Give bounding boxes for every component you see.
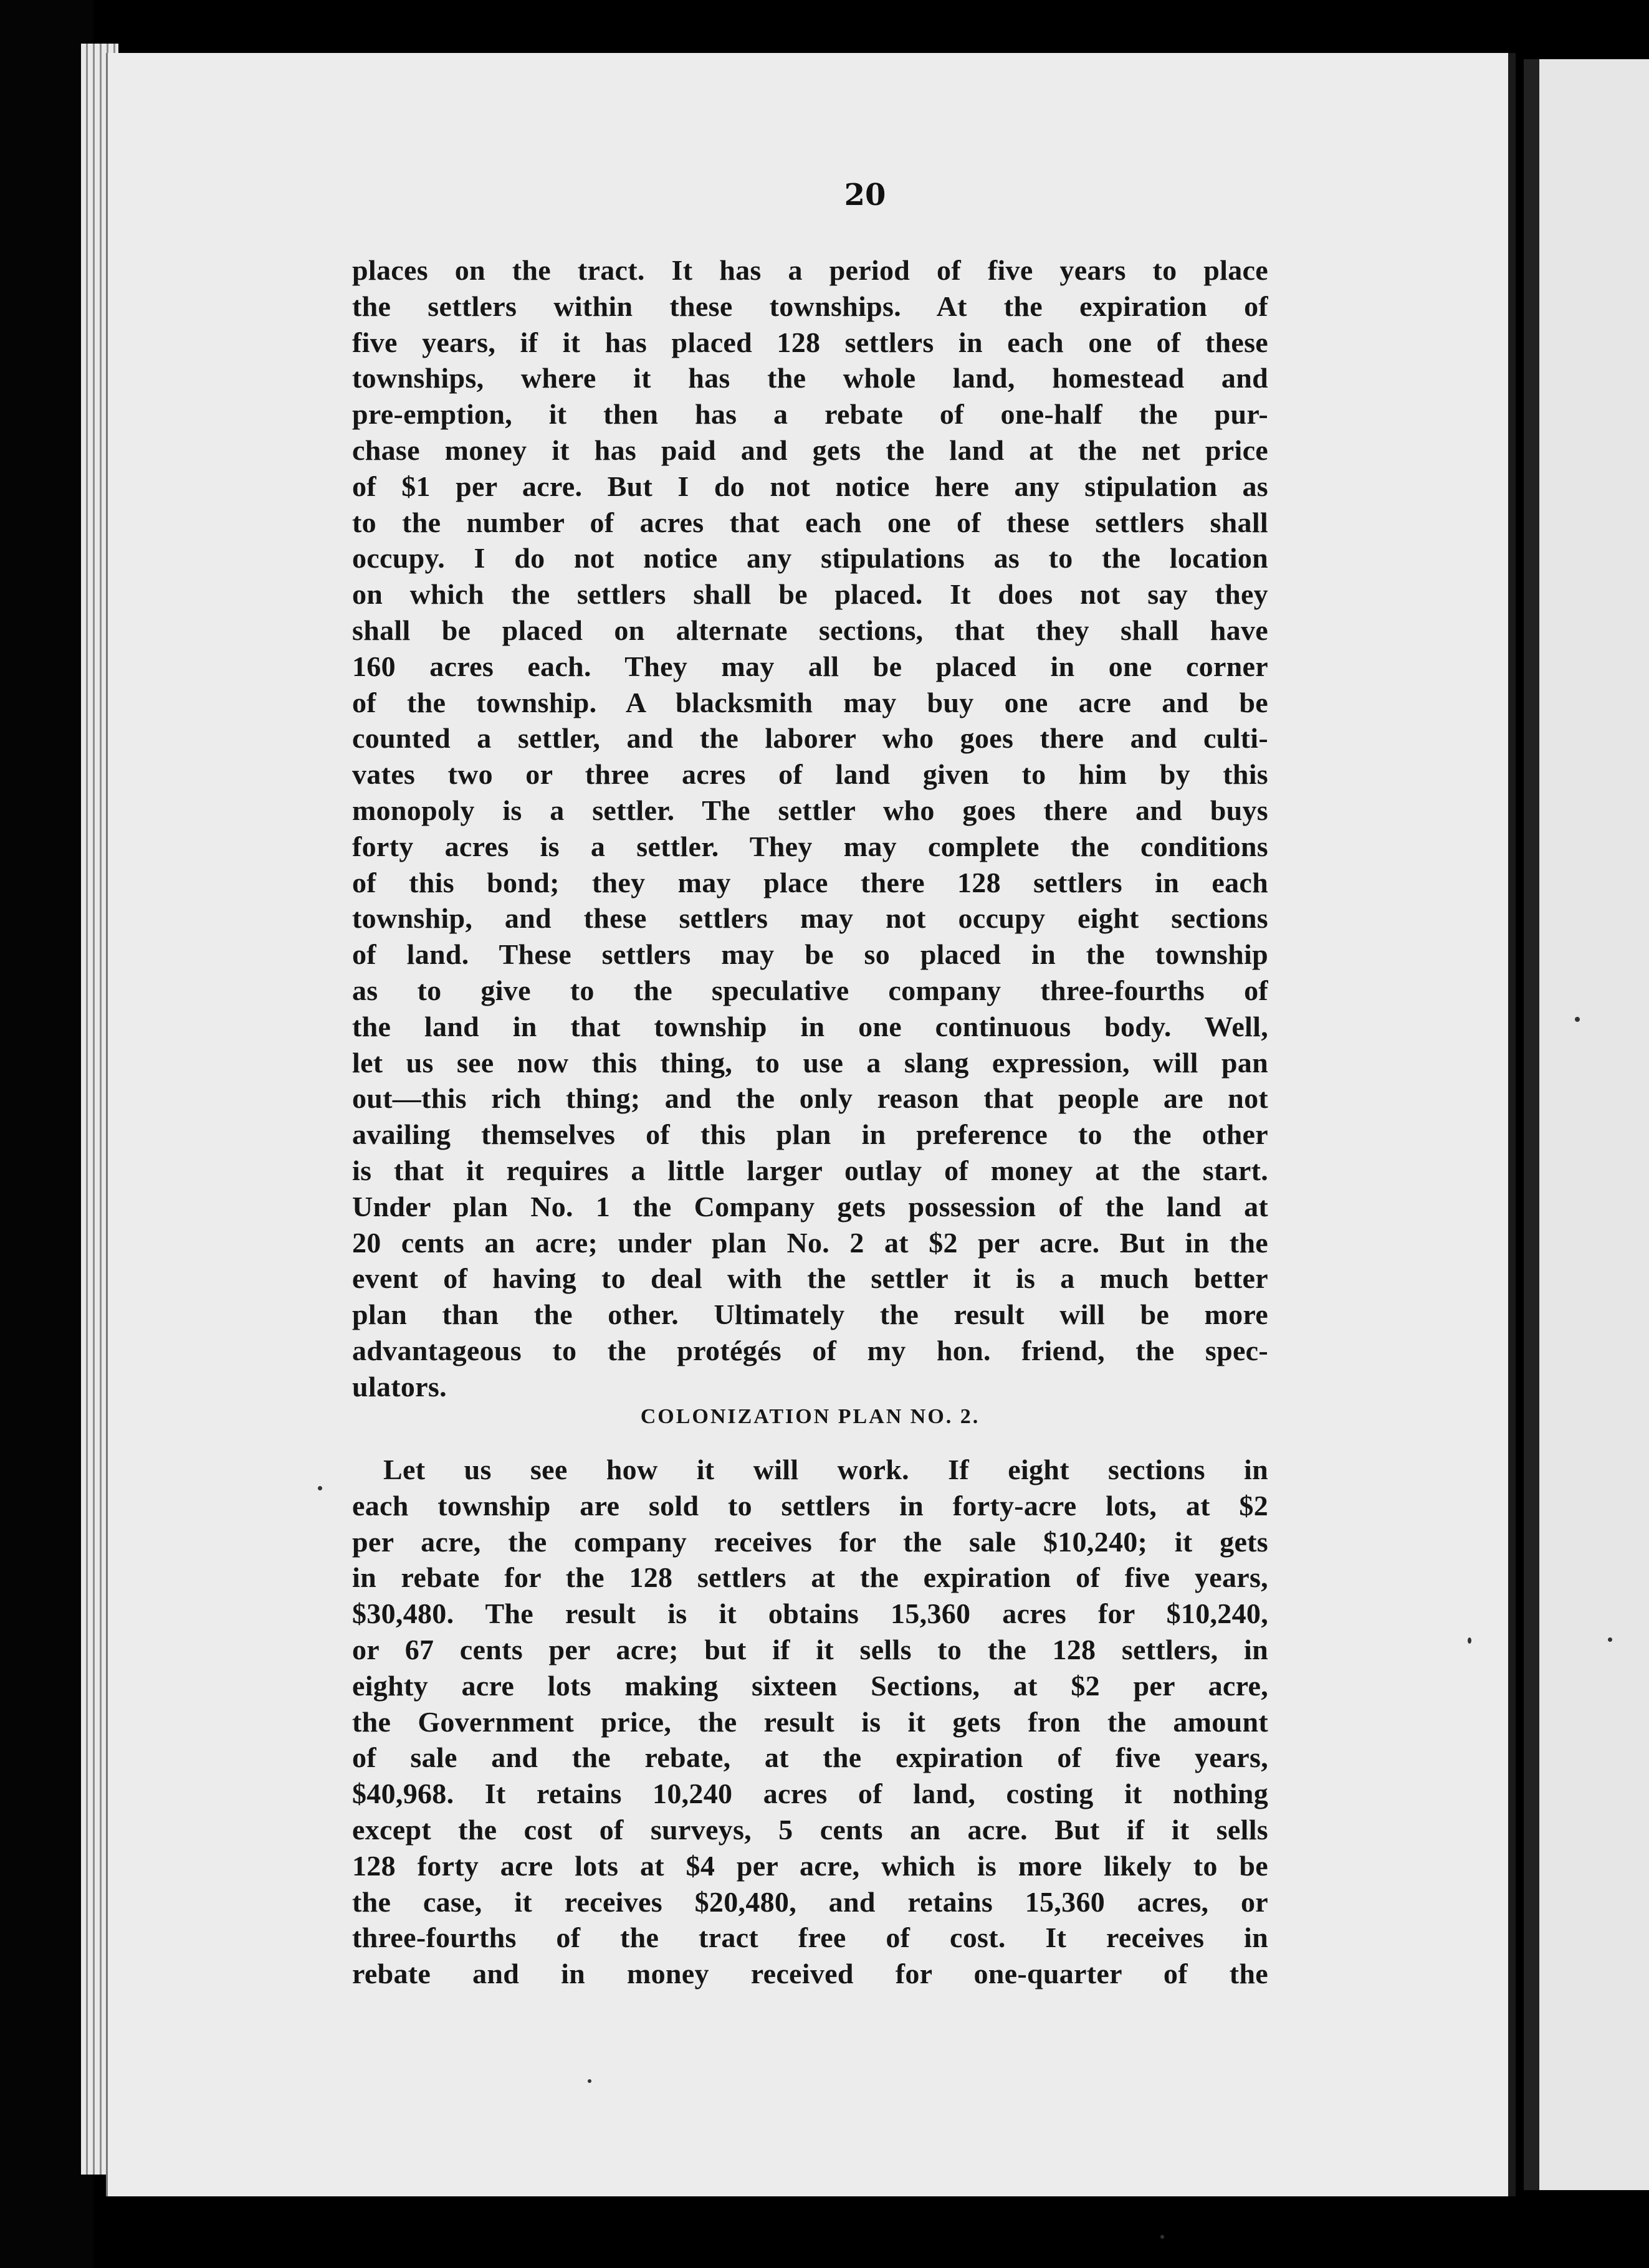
- text-line: in rebate for the 128 settlers at the expiration of five years,: [352, 1561, 1268, 1594]
- scan-speck: [1160, 2235, 1164, 2239]
- text-line: on which the settlers shall be placed. It does not say they: [352, 578, 1268, 611]
- text-line: of $1 per acre. But I do not notice here any stipulation as: [352, 470, 1268, 502]
- text-line: pre-emption, it then has a rebate of one-half the pur-: [352, 398, 1268, 431]
- scan-speck: [1608, 1637, 1612, 1642]
- text-line: the land in that township in one continuous body. Well,: [352, 1010, 1268, 1042]
- text-line: as to give to the speculative company three-fourths of: [352, 974, 1268, 1006]
- text-line: the case, it receives $20,480, and retains 15,360 acres, or: [352, 1885, 1268, 1918]
- scan-speck: [1575, 1017, 1580, 1022]
- scan-speck: [1468, 1637, 1471, 1644]
- text-line: township, and these settlers may not occupy eight sections: [352, 902, 1268, 935]
- text-line: Under plan No. 1 the Company gets possession of the land at: [352, 1190, 1268, 1222]
- text-line: 128 forty acre lots at $4 per acre, which is more likely to be: [352, 1849, 1268, 1882]
- text-line: let us see now this thing, to use a slang expression, will pan: [352, 1046, 1268, 1079]
- page-gutter-shadow: [1508, 53, 1516, 2196]
- facing-page-edge: [1524, 59, 1539, 2190]
- text-line: five years, if it has placed 128 settlers in each one of these: [352, 326, 1268, 358]
- text-line: ulators.: [352, 1370, 447, 1403]
- text-line: places on the tract. It has a period of five years to place: [352, 254, 1268, 286]
- page-number: 20: [844, 178, 886, 212]
- text-line: three-fourths of the tract free of cost. It receives in: [352, 1922, 1268, 1954]
- scan-left-shadow: [0, 0, 93, 2268]
- text-line: townships, where it has the whole land, homestead and: [352, 362, 1268, 394]
- text-line: or 67 cents per acre; but if it sells to the 128 settlers, in: [352, 1633, 1268, 1665]
- text-line: forty acres is a settler. They may complete the conditions: [352, 830, 1268, 862]
- text-line: is that it requires a little larger outlay of money at the start.: [352, 1154, 1268, 1186]
- text-line: rebate and in money received for one-quarter of the: [352, 1958, 1268, 1990]
- text-line: advantageous to the protégés of my hon. friend, the spec-: [352, 1334, 1268, 1366]
- text-line: vates two or three acres of land given to him by this: [352, 758, 1268, 791]
- body-paragraph-2: [352, 1452, 1268, 1992]
- text-line: of sale and the rebate, at the expiration of five years,: [352, 1742, 1268, 1774]
- scan-speck: [318, 1486, 322, 1490]
- text-line: 20 cents an acre; under plan No. 2 at $2 per acre. But in the: [352, 1226, 1268, 1259]
- text-line: the Government price, the result is it gets fron the amount: [352, 1705, 1268, 1738]
- text-line: 160 acres each. They may all be placed in one corner: [352, 650, 1268, 682]
- text-line: $30,480. The result is it obtains 15,360 acres for $10,240,: [352, 1598, 1268, 1630]
- section-heading: COLONIZATION PLAN NO. 2.: [640, 1405, 980, 1428]
- text-line: eighty acre lots making sixteen Sections, at $2 per acre,: [352, 1669, 1268, 1702]
- text-line: occupy. I do not notice any stipulations as to the location: [352, 542, 1268, 574]
- text-line: Let us see how it will work. If eight sections in: [383, 1454, 1268, 1485]
- text-line: each township are sold to settlers in forty-acre lots, at $2: [352, 1489, 1268, 1522]
- text-line: plan than the other. Ultimately the result will be more: [352, 1298, 1268, 1331]
- text-line: out—this rich thing; and the only reason that people are not: [352, 1082, 1268, 1115]
- text-line: of the township. A blacksmith may buy one acre and be: [352, 686, 1268, 718]
- text-line: to the number of acres that each one of these settlers shall: [352, 506, 1268, 538]
- scan-speck: [588, 2079, 591, 2083]
- text-line: event of having to deal with the settler it is a much better: [352, 1262, 1268, 1295]
- text-line: the settlers within these townships. At the expiration of: [352, 290, 1268, 322]
- text-line: monopoly is a settler. The settler who goes there and buys: [352, 794, 1268, 826]
- text-line: of land. These settlers may be so placed in the township: [352, 938, 1268, 971]
- text-line: of this bond; they may place there 128 settlers in each: [352, 866, 1268, 898]
- text-line: chase money it has paid and gets the land at the net price: [352, 434, 1268, 466]
- text-line: except the cost of surveys, 5 cents an acre. But if it sells: [352, 1813, 1268, 1846]
- text-line: shall be placed on alternate sections, that they shall have: [352, 614, 1268, 646]
- text-line: availing themselves of this plan in preference to the other: [352, 1118, 1268, 1151]
- text-line: counted a settler, and the laborer who goes there and culti-: [352, 722, 1268, 755]
- body-paragraph-1: [352, 252, 1268, 1405]
- facing-page: [1539, 59, 1649, 2190]
- text-line: per acre, the company receives for the sale $10,240; it gets: [352, 1525, 1268, 1558]
- text-line: $40,968. It retains 10,240 acres of land, costing it nothing: [352, 1778, 1268, 1810]
